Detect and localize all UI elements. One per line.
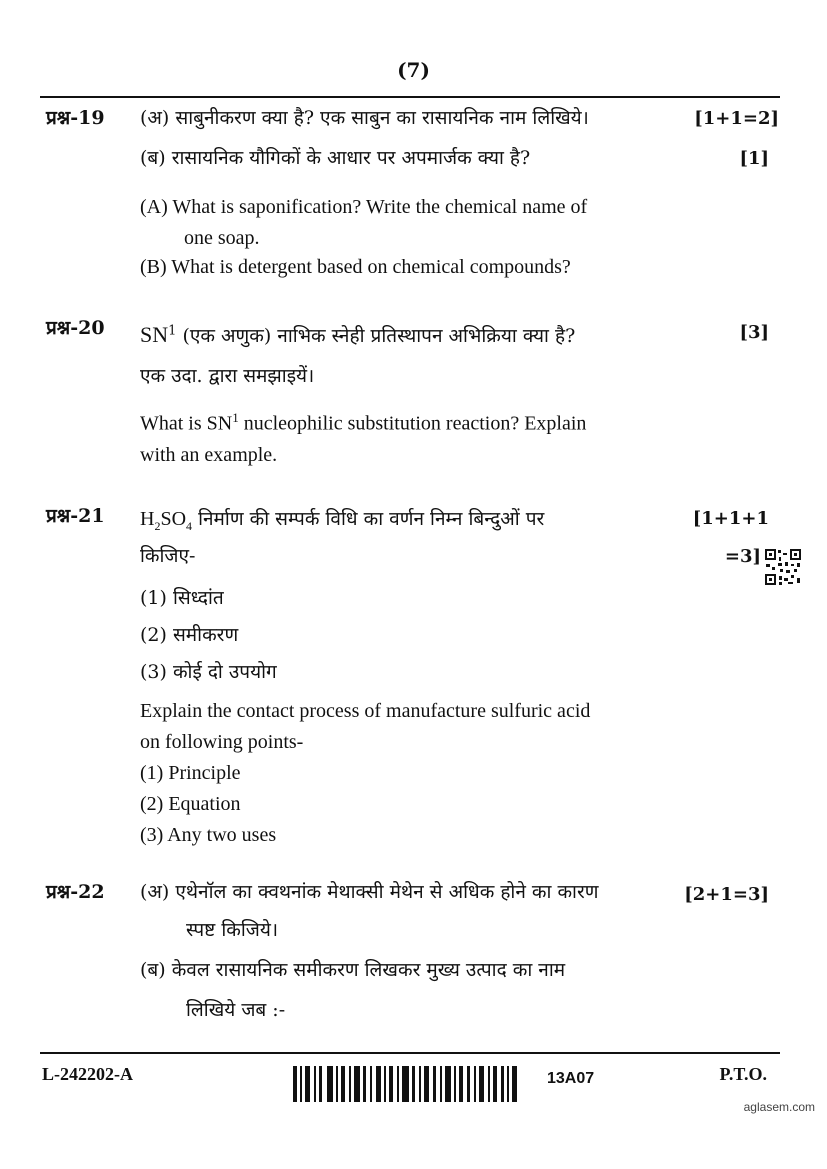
bottom-divider — [40, 1052, 780, 1054]
q19-hindi-a: (अ) साबुनीकरण क्या है? एक साबुन का रासायनिक नाम लिखिये। — [140, 107, 589, 129]
q19-marks-a: [1+1=2] — [694, 108, 779, 129]
q21-hindi-line2: किजिए- — [140, 545, 196, 567]
barcode-icon — [293, 1066, 517, 1102]
q20-hindi-line1 — [140, 318, 575, 352]
q19-english-a — [140, 192, 587, 254]
q19-marks-b: [1] — [739, 148, 769, 169]
q19-label: प्रश्न-19 — [46, 107, 105, 129]
q21-hindi-points — [140, 580, 277, 691]
qr-code-icon — [764, 548, 802, 586]
watermark: aglasem.com — [743, 1100, 815, 1114]
q20-marks: [3] — [739, 322, 769, 343]
list-item: (3) Any two uses — [140, 824, 277, 846]
q20-english — [140, 408, 586, 471]
q21-english-line1: Explain the contact process of manufacture sulfuric acid — [140, 700, 591, 722]
q21-english-line2: on following points- — [140, 731, 304, 753]
q22-hindi-b-line1: (ब) केवल रासायनिक समीकरण लिखकर मुख्य उत्पाद का नाम — [140, 959, 566, 981]
q19-english-a-line2: one soap. — [184, 227, 260, 249]
q21-marks-line1: [1+1+1 — [692, 508, 769, 529]
q20-english-superscript: 1 — [232, 410, 239, 425]
q20-english-pre: What is SN — [140, 412, 233, 435]
q20-hindi-line1-text: (एक अणुक) नाभिक स्नेही प्रतिस्थापन अभिक्रिया क्या है? — [182, 325, 576, 347]
list-item: (3) कोई दो उपयोग — [140, 661, 277, 684]
q20-english-line2: with an example. — [140, 443, 278, 466]
q21-hindi-line1-text: निर्माण की सम्पर्क विधि का वर्णन निम्न बिन्दुओं पर — [198, 508, 545, 530]
q21-english — [140, 696, 590, 851]
q20-english-line1 — [140, 408, 586, 440]
q20-hindi-line2: एक उदा. द्वारा समझाइयें। — [140, 365, 315, 387]
q20-label: प्रश्न-20 — [46, 317, 105, 339]
paper-code: L-242202-A — [42, 1064, 133, 1084]
q22-hindi-a-line2: स्पष्ट किजिये। — [186, 919, 279, 941]
q22-hindi-a-line1: (अ) एथेनॉल का क्वथनांक मेथाक्सी मेथेन से अधिक होने का कारण — [140, 881, 599, 903]
top-divider — [40, 96, 780, 98]
q22-marks: [2+1=3] — [684, 884, 769, 905]
list-item: (1) सिध्दांत — [140, 587, 224, 609]
q20-sn-superscript: 1 — [168, 323, 177, 339]
q21-formula-sub-4: 4 — [186, 519, 193, 533]
series-code: 13A07 — [547, 1070, 595, 1087]
q21-formula — [140, 508, 193, 533]
list-item: (2) समीकरण — [140, 624, 239, 647]
q19-english-a-line1: (A) What is saponification? Write the chemical name of — [140, 196, 588, 218]
q21-formula-h: H — [140, 508, 155, 530]
pto-label: P.T.O. — [719, 1064, 767, 1084]
q21-marks-line2: =3] — [724, 546, 761, 567]
page-number: (7) — [397, 58, 430, 82]
q21-hindi-line1 — [140, 504, 544, 536]
q20-english-post: nucleophilic substitution reaction? Explain — [243, 412, 587, 435]
q22-label: प्रश्न-22 — [46, 881, 105, 903]
q19-english-b: (B) What is detergent based on chemical compounds? — [140, 256, 571, 278]
q21-label: प्रश्न-21 — [46, 505, 105, 527]
q19-hindi-b: (ब) रासायनिक यौगिकों के आधार पर अपमार्जक क्या है? — [140, 147, 531, 169]
list-item: (1) Principle — [140, 762, 241, 784]
q21-formula-sub-2: 2 — [154, 519, 161, 533]
list-item: (2) Equation — [140, 793, 241, 815]
q21-formula-so: SO — [160, 508, 187, 530]
q22-hindi-b-line2: लिखिये जब :- — [186, 999, 286, 1021]
q20-sn: SN — [140, 322, 169, 347]
